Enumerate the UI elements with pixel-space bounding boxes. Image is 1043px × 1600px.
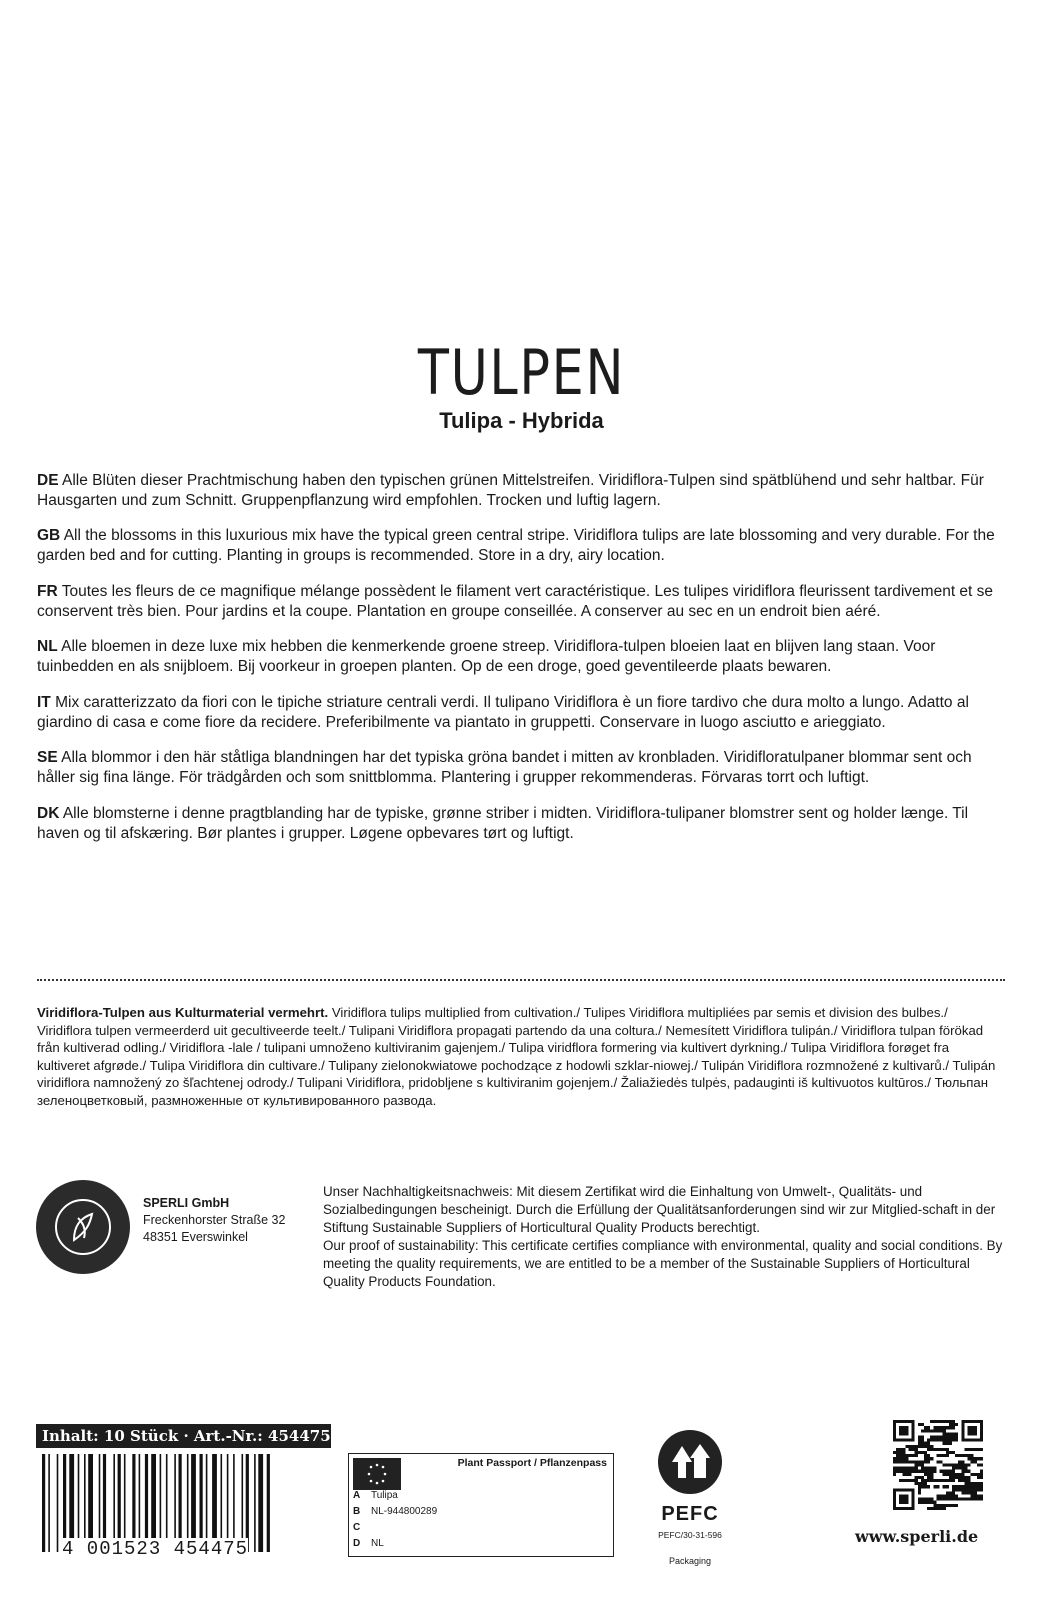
description-gb [37, 526, 1012, 566]
description-it [37, 693, 1012, 733]
sustainability-en: Our proof of sustainability: This certificate certifies compliance with environmental, quality and social conditions. By meeting the quality requirements, we are entitled to be a member of the Sustainable Suppliers of Horticultural Quality Products Foundation. [323, 1238, 1003, 1289]
propagation-note [37, 1004, 1002, 1109]
lang-code: FR [37, 582, 58, 600]
description-se [37, 748, 1012, 788]
passport-title: Plant Passport / Pflanzenpass [457, 1457, 607, 1469]
passport-row [353, 1506, 437, 1517]
passport-row [353, 1490, 398, 1501]
dotted-divider [37, 979, 1005, 981]
company-city: 48351 Everswinkel [143, 1230, 248, 1244]
plant-passport [348, 1453, 614, 1557]
description-list [37, 455, 1012, 854]
eu-flag-icon [353, 1458, 401, 1490]
passport-row [353, 1538, 384, 1549]
pefc-name: PEFC [661, 1503, 719, 1525]
sustainable-supplier-badge [34, 1178, 132, 1276]
sustainability-de: Unser Nachhaltigkeitsnachweis: Mit diesem Zertifikat wird die Einhaltung von Umwelt-, Qualitäts- und Sozialbedingungen bescheinigt. Durch die Erfüllung der Qualitätsanforderungen sind wir zur Mitglied-schaft in der Stiftung Sustainable Suppliers of Horticultural Quality Products berechtigt. [323, 1184, 996, 1235]
propagation-note-bold: Viridiflora-Tulpen aus Kulturmaterial vermehrt. [37, 1005, 329, 1020]
contents-label: Inhalt: 10 Stück · Art.-Nr.: 454475 [36, 1424, 331, 1448]
passport-value: NL-944800289 [371, 1506, 438, 1517]
ean-number: 4 001523 454475 [62, 1538, 249, 1560]
sustainability-statement [323, 1183, 1013, 1291]
lang-code: SE [37, 749, 58, 766]
company-street: Freckenhorster Straße 32 [143, 1213, 286, 1227]
passport-value: Tulipa [371, 1490, 398, 1501]
description-text: Alle Blüten dieser Prachtmischung haben den typischen grünen Mittelstreifen. Viridiflora-Tulpen sind spätblühend und sehr haltbar. Für Hausgarten und zum Schnitt. Gruppenpflanzung wird empfohlen. Trocken und luftig lagern. [37, 471, 984, 509]
description-fr [37, 582, 1012, 622]
lang-code: GB [37, 527, 61, 544]
lang-code: DK [37, 804, 60, 822]
pefc-certification [645, 1428, 735, 1566]
description-text: Alle blomsterne i denne pragtblanding har de typiske, grønne striber i midten. Viridiflora-tulipaner blomstrer sent og holder længe. Til haven og til afskæring. Bør plantes i grupper. Løgene opbevares tørt og luftigt. [37, 804, 969, 842]
description-de [37, 471, 1012, 511]
company-address [143, 1195, 285, 1246]
passport-key: A [353, 1490, 361, 1501]
description-text: Alle bloemen in deze luxe mix hebben die kenmerkende groene streep. Viridiflora-tulpen bloeien laat en blijven lang staan. Voor tuinbedden en als snijbloem. Bij voorkeur in groepen planten. Op de een droge, goed geventileerde plaats bewaren. [37, 638, 936, 675]
description-dk [37, 804, 1012, 844]
lang-code: DE [37, 471, 59, 489]
lang-code: IT [37, 693, 51, 711]
pefc-logo-icon [656, 1428, 724, 1496]
product-title: TULPEN [417, 336, 626, 409]
propagation-note-text: Viridiflora tulips multiplied from cultivation./ Tulipes Viridiflora multipliées par semis et division des bulbes./ Viridiflora tulpen vermeerderd uit gecultiveerde teelt./ Tulipani Viridiflora propagati partendo da una coltura./ Nemesített Viridiflora tulipán./ Viridiflora tulpan förökad från kultiverad odling./ Viridiflora -lale / tulipani umnoženo kultiviranim gajenjem./ Tulipa viridflora formering via kultivert dyrkning./ Tulipa Viridiflora forøget fra kultiveret afgrøde./ Tulipa Viridiflora din cultivare./ Tulipany zielonokwiatowe pochodzące z hodowli szklar-niowej./ Tulipán Viridiflora rozmnožené z kultivarů./ Tulipán viridiflora namnožený zo šľachtenej odrody./ Tulipani Viridiflora, pridobljene s kultiviranim gojenjem./ Žaliažiedės tulpės, padauginti iš kultivuotos kultūros./ Тюльпан зеленоцветковый, размноженные от культивированного развода. [37, 1005, 996, 1108]
pefc-label: Packaging [668, 1556, 712, 1566]
pefc-code: PEFC/30-31-596 [658, 1530, 722, 1540]
description-text: Mix caratterizzato da fiori con le tipiche striature centrali verdi. Il tulipano Viridiflora è un fiore tardivo che dura molto a lungo. Adatto al giardino di casa e come fiore da recidere. Preferibilmente va piantato in gruppetti. Conservare in luogo asciutto e arieggiato. [37, 693, 969, 731]
website-link[interactable]: www.sperli.de [855, 1527, 979, 1546]
passport-value: NL [371, 1538, 384, 1549]
description-text: Alla blommor i den här ståtliga blandningen har det typiska gröna bandet i mitten av kronbladen. Viridifloratulpaner blommar sent och håller sig fina länge. För trädgården och som snittblomma. Plantering i grupper rekommenderas. Förvaras torrt och luftigt. [37, 749, 972, 786]
qr-code [893, 1420, 983, 1510]
passport-key: D [353, 1538, 361, 1549]
product-subtitle: Tulipa - Hybrida [439, 408, 604, 433]
description-nl [37, 637, 1012, 677]
company-name: SPERLI GmbH [143, 1196, 230, 1210]
passport-key: B [353, 1506, 361, 1517]
passport-row [353, 1522, 371, 1533]
lang-code: NL [37, 638, 58, 655]
description-text: Toutes les fleurs de ce magnifique mélange possèdent le filament vert caractéristique. Les tulipes viridiflora fleurissent tardivement et se conservent très bien. Pour jardins et la coupe. Plantation en groupe conseillée. A conserver au sec en un endroit bien aéré. [37, 582, 994, 620]
passport-key: C [353, 1522, 361, 1533]
description-text: All the blossoms in this luxurious mix have the typical green central stripe. Viridiflora tulips are late blossoming and very durable. For the garden bed and for cutting. Planting in groups is recommended. Store in a dry, airy location. [37, 527, 995, 564]
